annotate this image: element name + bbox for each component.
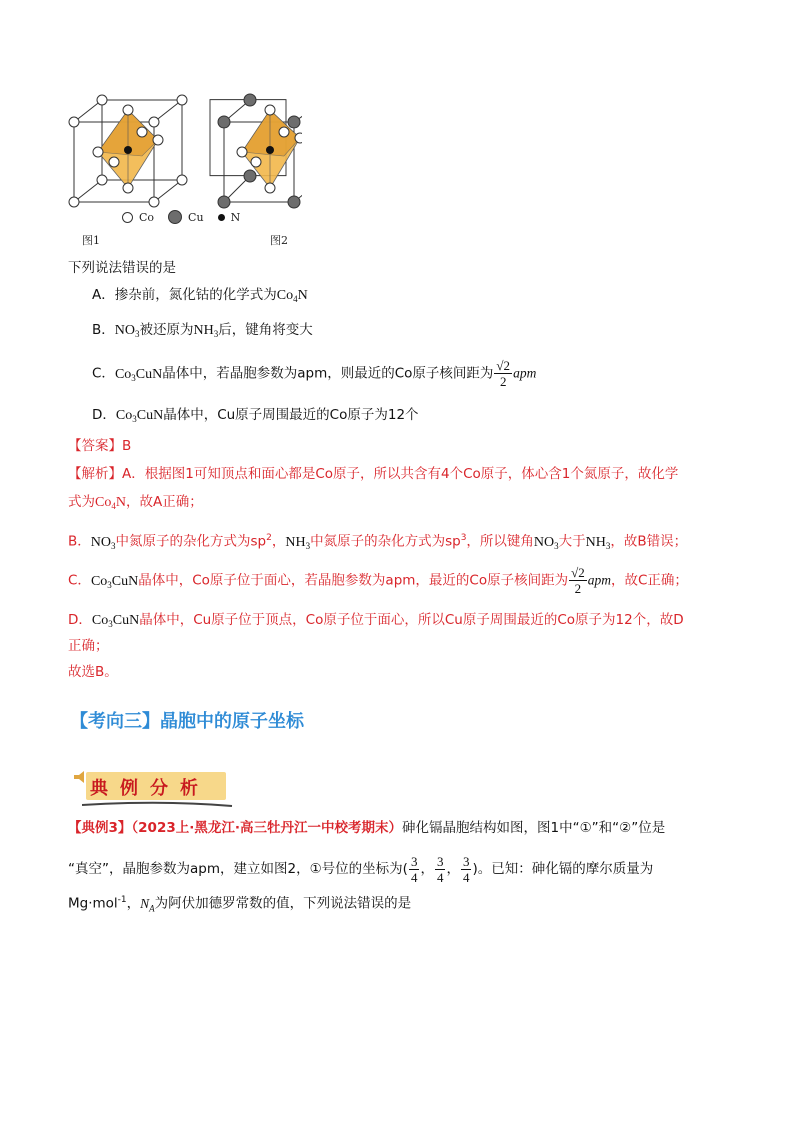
option-c-letter: C．	[92, 365, 115, 382]
apm-unit: apm	[587, 572, 611, 588]
figure-1-caption: 图1	[82, 234, 100, 247]
option-b-text2: 后，键角将变大	[218, 322, 313, 338]
analysis-line-c: C．$Co_3CuN$晶体中，Co原子位于面心，若晶胞参数为apm，最近的Co原子核间距为 $\frac{√2}{2}$ apm，故C正确；	[68, 565, 688, 596]
analysis-line-2: 式为$Co_4N$，故A正确；	[68, 494, 203, 511]
answer-value: B	[122, 438, 132, 454]
fraction-3-over-4: $\frac{3}{4}$	[410, 853, 418, 885]
cu-legend-marker	[168, 210, 182, 224]
section-title: 【考向三】晶胞中的原子坐标	[70, 711, 304, 732]
option-b-letter: B．	[92, 322, 115, 338]
analysis-line-d: D．$Co_3CuN$晶体中，Cu原子位于顶点，Co原子位于面心，所以Cu原子周围最近的Co原子为12个，故D	[68, 612, 684, 629]
formula-nh3: $NH_3$	[193, 323, 219, 339]
cu-legend-label: Cu	[188, 210, 204, 224]
formula-no3: $NO_3$	[533, 534, 559, 551]
crystal-figures	[62, 92, 302, 248]
avogadro-symbol: $N_A$	[140, 895, 155, 914]
figure-1-cell	[69, 95, 187, 207]
example-line-3: Mg·mol$^{-1}$，$N_A$为阿伏加德罗常数的值，下列说法错误的是	[68, 895, 412, 914]
formula-nh3: $NH_3$	[285, 534, 311, 551]
formula-no3: $NO_3$	[90, 534, 116, 551]
co-legend-marker	[122, 212, 133, 223]
option-d-letter: D．	[92, 407, 116, 423]
example-line-1: 【典例3】（2023上·黑龙江·高三牡丹江一中校考期末）砷化镉晶胞结构如图，图1中“①”和“②”位是	[68, 820, 666, 836]
option-d	[92, 405, 419, 429]
option-a-text: 掺杂前，氮化钴的化学式为	[114, 287, 277, 303]
option-b	[92, 320, 313, 344]
apm-unit: apm	[513, 365, 537, 381]
analysis-line-1: 【解析】A．根据图1可知顶点和面心都是Co原子，所以共含有4个Co原子，体心含1个氮原子，故化学	[68, 466, 679, 482]
fraction-3-over-4: $\frac{3}{4}$	[436, 853, 444, 885]
option-c	[92, 358, 536, 393]
analysis-line-b: B．$NO_3$中氮原子的杂化方式为$sp^2$，$NH_3$中氮原子的杂化方式为$sp^3$，所以键角$NO_3$大于$NH_3$，故B错误；	[68, 533, 688, 551]
n-legend-label: N	[230, 210, 241, 224]
fraction-sqrt2-over-2: $\frac{√2}{2}$	[496, 358, 511, 389]
n-legend-marker	[218, 214, 225, 221]
figure-2-caption: 图2	[270, 234, 288, 247]
analysis-final: 故选B。	[68, 664, 118, 680]
example-source: （2023上·黑龙江·高三牡丹江一中校考期末）	[131, 820, 402, 836]
banner-text: 典例分析	[90, 778, 210, 799]
formula-nh3: $NH_3$	[585, 534, 611, 551]
option-b-text1: 被还原为	[139, 322, 194, 338]
option-a	[92, 285, 308, 309]
analysis-label: 【解析】	[68, 466, 122, 482]
option-a-letter: A．	[92, 287, 115, 303]
answer-line	[68, 436, 131, 456]
option-d-text: 晶体中，Cu原子周围最近的Co原子为12个	[163, 407, 419, 423]
fraction-3-over-4: $\frac{3}{4}$	[462, 853, 470, 885]
banner-swoosh-icon	[82, 800, 242, 810]
example-label: 【典例3】	[68, 820, 132, 836]
figure-legend	[122, 210, 240, 224]
answer-label: 【答案】	[68, 438, 122, 454]
formula-co3cun: $Co_3CuN$	[90, 573, 139, 590]
formula-co3cun: $Co_3CuN$	[91, 613, 140, 629]
formula-co3cun: $Co_3CuN$	[114, 366, 163, 383]
formula-co4n: $Co_4N$	[276, 288, 308, 304]
co-legend-label: Co	[139, 210, 155, 224]
example-line-2: “真空”，晶胞参数为apm，建立如图2，①号位的坐标为( $\frac{3}{4}$ ， $\frac{3}{4}$ ， $\frac{3}{4}$ )。已知：砷化镉的摩尔质量为	[68, 853, 654, 885]
fraction-sqrt2-over-2: $\frac{√2}{2}$	[571, 565, 585, 596]
formula-no3: $NO_3$	[114, 323, 140, 339]
option-c-text: 晶体中，若晶胞参数为apm，则最近的Co原子核间距为	[162, 365, 494, 382]
question-stem: 下列说法错误的是	[68, 260, 176, 276]
formula-co3cun: $Co_3CuN$	[115, 408, 164, 424]
figure-2-cell	[210, 94, 302, 208]
formula-co4n: $Co_4N$	[95, 495, 126, 511]
analysis-line-d2: 正确；	[68, 638, 109, 654]
example-analysis-banner	[70, 768, 240, 808]
